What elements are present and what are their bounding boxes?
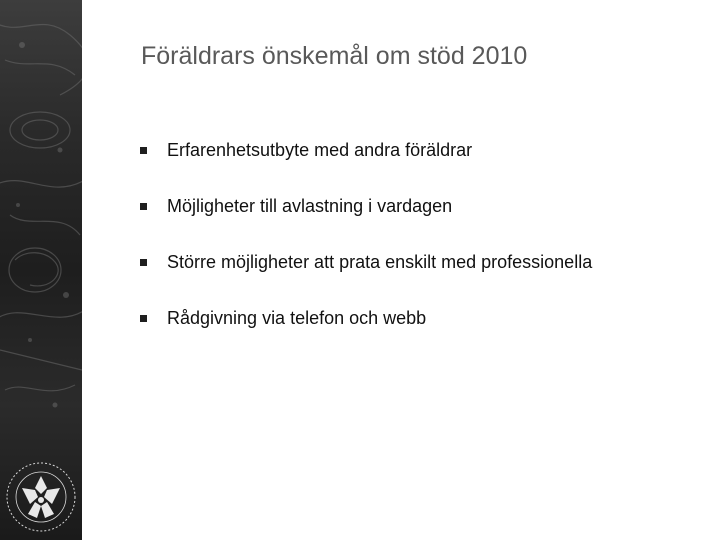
square-bullet-icon bbox=[140, 147, 147, 154]
bullet-text: Större möjligheter att prata enskilt med professionella bbox=[167, 252, 593, 272]
list-item bbox=[140, 192, 592, 221]
decorative-side-panel bbox=[0, 0, 82, 540]
list-item bbox=[140, 136, 592, 165]
square-bullet-icon bbox=[140, 203, 147, 210]
bullet-text: Möjligheter till avlastning i vardagen bbox=[167, 196, 453, 216]
bullet-text: Rådgivning via telefon och webb bbox=[167, 308, 427, 328]
bullet-list bbox=[140, 136, 592, 360]
slide-title: Föräldrars önskemål om stöd 2010 bbox=[141, 42, 528, 70]
medical-texture-graphic bbox=[0, 0, 82, 430]
bullet-text: Erfarenhetsutbyte med andra föräldrar bbox=[167, 140, 473, 160]
list-item bbox=[140, 304, 592, 333]
square-bullet-icon bbox=[140, 259, 147, 266]
list-item bbox=[140, 248, 592, 277]
square-bullet-icon bbox=[140, 315, 147, 322]
university-logo bbox=[4, 460, 78, 534]
